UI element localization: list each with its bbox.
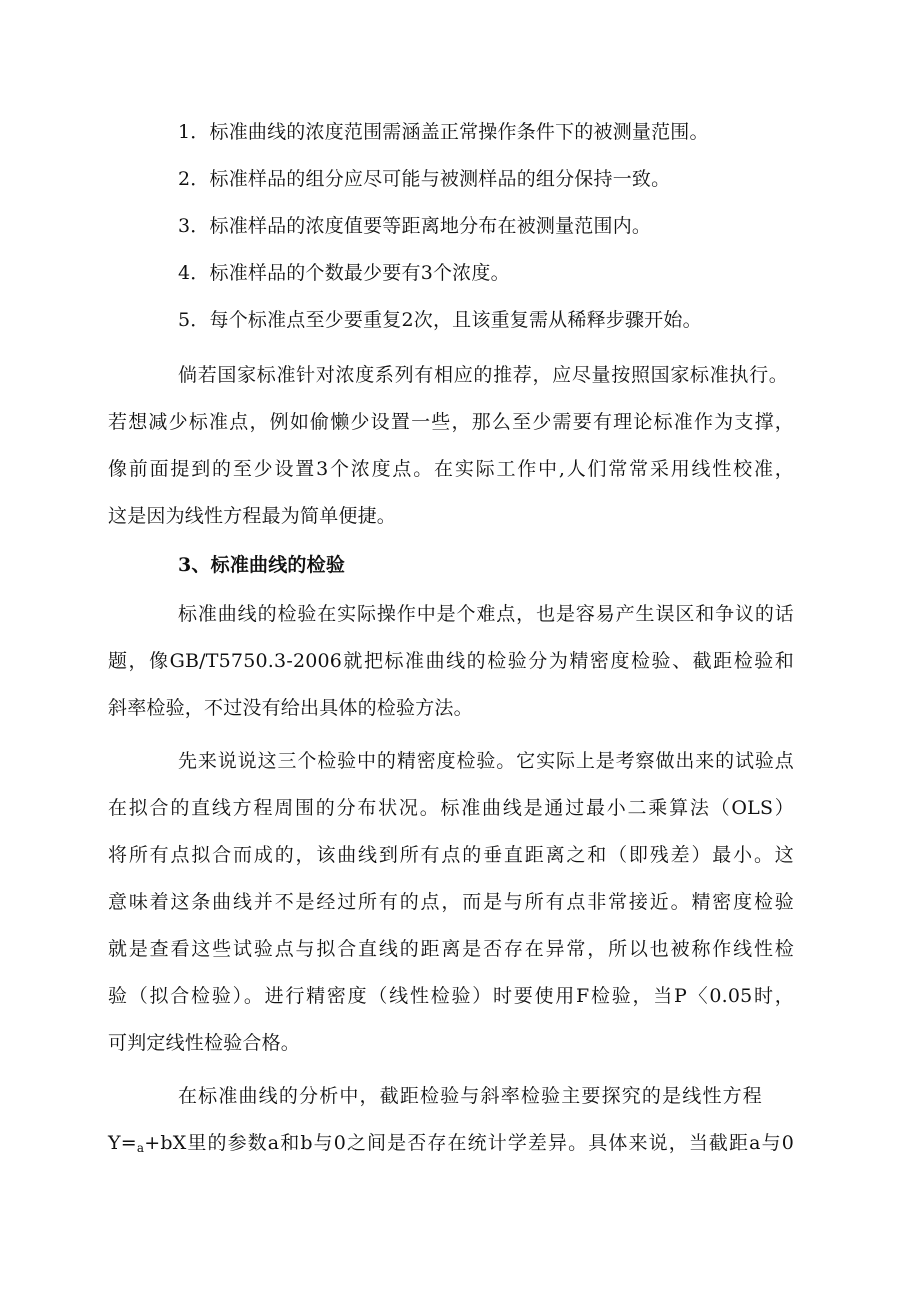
equation-subscript: a (136, 1141, 145, 1155)
list-item-5: 5．每个标准点至少要重复2次，且该重复需从稀释步骤开始。 (178, 309, 702, 331)
paragraph-1-line-4: 这是因为线性方程最为简单便捷。 (108, 505, 397, 527)
list-item-1: 1．标准曲线的浓度范围需涵盖正常操作条件下的被测量范围。 (178, 121, 709, 143)
paragraph-1-line-2: 若想减少标准点，例如偷懒少设置一些，那么至少需要有理论标准作为支撑， (108, 411, 794, 433)
paragraph-2-line-3: 斜率检验，不过没有给出具体的检验方法。 (108, 697, 473, 719)
paragraph-3-line-3: 将所有点拟合而成的，该曲线到所有点的垂直距离之和（即残差）最小。这 (108, 844, 794, 866)
paragraph-3-line-4: 意味着这条曲线并不是经过所有的点，而是与所有点非常接近。精密度检验 (108, 891, 794, 913)
paragraph-1-line-3: 像前面提到的至少设置3个浓度点。在实际工作中,人们常常采用线性校准， (108, 458, 794, 480)
paragraph-2-line-1: 标准曲线的检验在实际操作中是个难点，也是容易产生误区和争议的话 (178, 603, 794, 625)
equation-prefix: Y= (108, 1132, 137, 1154)
paragraph-3-line-1: 先来说说这三个检验中的精密度检验。它实际上是考察做出来的试验点 (178, 750, 794, 772)
paragraph-1-line-1: 倘若国家标准针对浓度系列有相应的推荐，应尽量按照国家标准执行。 (178, 364, 788, 386)
list-item-3: 3．标准样品的浓度值要等距离地分布在被测量范围内。 (178, 215, 652, 237)
list-item-4: 4．标准样品的个数最少要有3个浓度。 (178, 262, 510, 284)
paragraph-3-line-7: 可判定线性检验合格。 (108, 1032, 301, 1054)
paragraph-3-line-5: 就是查看这些试验点与拟合直线的距离是否存在异常，所以也被称作线性检 (108, 938, 794, 960)
paragraph-3-line-6: 验（拟合检验）。进行精密度（线性检验）时要使用F检验，当P〈0.05时， (108, 985, 794, 1007)
paragraph-2-line-2: 题，像GB/T5750.3-2006就把标准曲线的检验分为精密度检验、截距检验和 (108, 650, 794, 672)
paragraph-4-line-2 (108, 1129, 794, 1162)
list-item-2: 2．标准样品的组分应尽可能与被测样品的组分保持一致。 (178, 168, 671, 190)
paragraph-3-line-2: 在拟合的直线方程周围的分布状况。标准曲线是通过最小二乘算法（OLS） (108, 797, 794, 819)
paragraph-4-line-2-text: +bX里的参数a和b与0之间是否存在统计学差异。具体来说，当截距a与0 (144, 1132, 794, 1154)
section-heading: 3、标准曲线的检验 (178, 554, 346, 576)
paragraph-4-line-1: 在标准曲线的分析中，截距检验与斜率检验主要探究的是线性方程 (178, 1085, 762, 1107)
